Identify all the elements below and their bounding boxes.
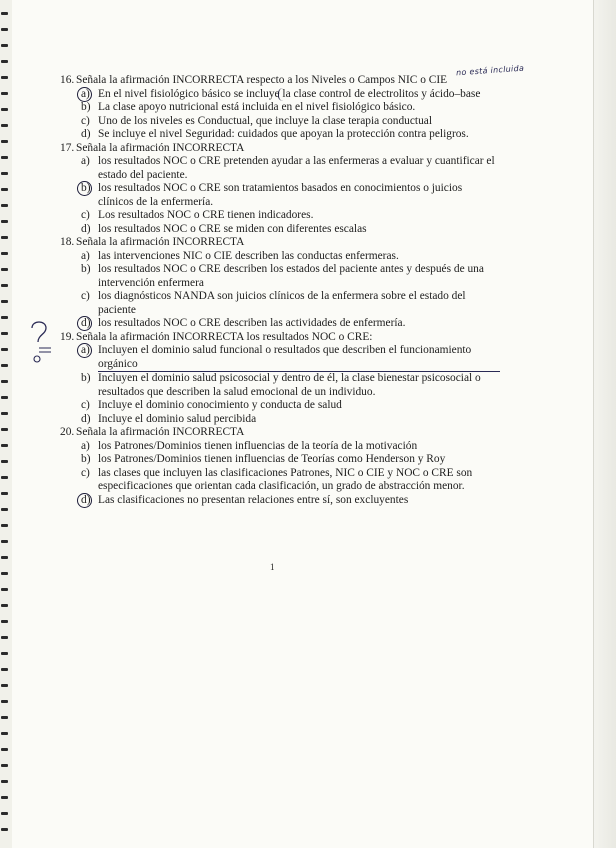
question-18 <box>60 236 500 331</box>
option-d[interactable]: d) los resultados NOC o CRE se miden con diferentes escalas <box>81 222 367 235</box>
option-c[interactable]: c) los diagnósticos NANDA son juicios clínicos de la enfermera sobre el estado del paciente <box>81 290 466 316</box>
option-b[interactable]: b) los Patrones/Dominios tienen influencias de Teorías como Henderson y Roy <box>81 453 446 465</box>
handwritten-bracket-mark <box>278 88 283 101</box>
question-stem: 19. Señala la afirmación INCORRECTA los resultados NOC o CRE: <box>60 330 373 343</box>
question-20 <box>60 426 500 507</box>
option-d[interactable]: d) Las clasificaciones no presentan relaciones entre sí, son excluyentes <box>60 494 500 508</box>
question-stem: 16. Señala la afirmación INCORRECTA respecto a los Niveles o Campos NIC o CIE <box>60 74 448 86</box>
option-c[interactable]: c) Los resultados NOC o CRE tienen indicadores. <box>81 209 314 221</box>
page-number: 1 <box>270 562 275 572</box>
option-b[interactable]: b) La clase apoyo nutricional está incluida en el nivel fisiológico básico. <box>81 101 416 113</box>
spiral-binding <box>0 0 12 848</box>
option-d[interactable]: d) Se incluye el nivel Seguridad: cuidados que apoyan la protección contra peligros. <box>81 128 469 140</box>
exam-questions <box>60 74 500 507</box>
option-b[interactable]: b) los resultados NOC o CRE describen los estados del paciente antes y después de una intervención enfermera <box>81 263 484 289</box>
option-c[interactable]: c) Incluye el dominio conocimiento y conducta de salud <box>81 399 342 411</box>
question-stem: 20. Señala la afirmación INCORRECTA <box>60 426 245 438</box>
option-a[interactable]: a) Incluyen el dominio salud funcional o resultados que describen el funcionamiento orgánico <box>60 344 500 372</box>
option-a[interactable]: a) En el nivel fisiológico básico se incluye la clase control de electrolitos y ácido–base <box>60 88 500 102</box>
question-16 <box>60 74 500 142</box>
option-a[interactable]: a) las intervenciones NIC o CIE describen las conductas enfermeras. <box>81 249 399 262</box>
question-stem: 17. Señala la afirmación INCORRECTA <box>60 141 245 154</box>
option-b[interactable]: b) Incluyen el dominio salud psicosocial y dentro de él, la clase bienestar psicosocial o resultados que describen la salud emocional de un individuo. <box>81 372 481 398</box>
option-a[interactable]: a) los Patrones/Dominios tienen influencias de la teoría de la motivación <box>81 439 418 452</box>
question-17 <box>60 142 500 237</box>
margin-note: no está incluida <box>455 63 525 78</box>
option-a[interactable]: a) los resultados NOC o CRE pretenden ayudar a las enfermeras a evaluar y cuantificar el estado del paciente. <box>81 155 495 181</box>
option-c[interactable]: c) las clases que incluyen las clasificaciones Patrones, NIC o CIE y NOC o CRE son especificaciones que orientan cada clasificación, un grado de abstracción menor. <box>81 466 473 492</box>
question-stem: 18. Señala la afirmación INCORRECTA <box>60 236 245 248</box>
page-edge <box>593 0 616 848</box>
option-d[interactable]: d) los resultados NOC o CRE describen las actividades de enfermería. <box>60 317 500 331</box>
option-d[interactable]: d) Incluye el dominio salud percibida <box>81 412 257 425</box>
option-b[interactable]: b) los resultados NOC o CRE son tratamientos basados en conocimientos o juicios clínicos de la enfermería. <box>60 182 500 209</box>
option-c[interactable]: c) Uno de los niveles es Conductual, que incluye la clase terapia conductual <box>81 114 433 127</box>
question-19 <box>60 331 500 427</box>
question-mark-scribble-icon <box>26 318 56 366</box>
